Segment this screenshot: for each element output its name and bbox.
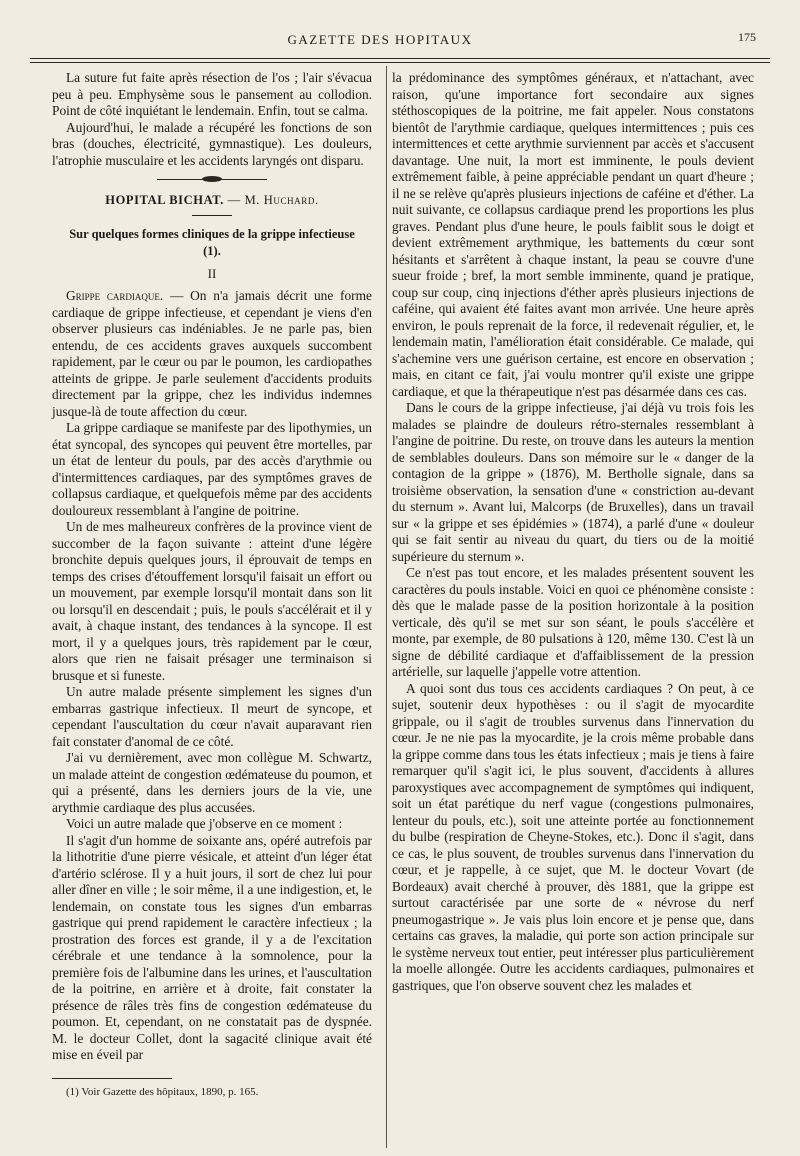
running-head [0,30,800,50]
page-number: 175 [738,30,756,44]
body-paragraph: La grippe cardiaque se manifeste par des lipothymies, un état syncopal, des syncopes qui peuvent être mortelles, par un état de lenteur du pouls, par des accès d'arythmie ou d'intermittences cardiaques, par des symptômes graves de collapsus cardiaque, et quelquefois même par des accidents douloureux ressemblant à l'angine de poitrine. [52,420,372,518]
body-paragraph: Ce n'est pas tout encore, et les malades présentent souvent les caractères du pouls instable. Voici en quoi ce phénomène consiste : dès que le malade passe de la position horizontale à la position verticale, dès qu'il se met sur son séant, le pouls s'accélère et monte, par exemple, de 80 pulsations à 120, même 130. C'est là un signe de débilité cardiaque et d'affaiblissement de la pression artérielle, sur laquelle j'appelle votre attention. [392,565,754,679]
footnote-rule [52,1078,172,1079]
lead-term: Grippe cardiaque. [66,288,164,303]
body-paragraph: A quoi sont dus tous ces accidents cardiaques ? On peut, à ce sujet, soutenir deux hypothèses : ou il s'agit de myocardite grippale, ou il s'agit de troubles survenus dans l'innervation du cœur. Je ne nie pas la myocardite, je la crois même probable dans la grippe comme dans tous les états infectieux ; mais je tiens à faire remarquer qu'il s'agit ici, le plus souvent, d'accidents à allures paroxystiques avec accompagnement de symptômes qui indiquent, soit un état parétique du nerf vague (congestions pulmonaires, lenteur du pouls, etc.), soit une atteinte portée au fonctionnement du bulbe (respiration de Cheyne-Stokes, etc.). Donc il s'agit, dans ce cas, le plus souvent, de troubles survenus dans l'innervation du cœur, et je rappelle, à ce sujet, que M. le docteur Vovart (de Bordeaux) avait cherché à prouver, dès 1881, que la grippe est surtout caractérisée par une sorte de « névrose du nerf pneumogastrique ». Je vais plus loin encore et je pense que, dans certains cas graves, la maladie, qui porte son action principale sur le système nerveux tout entier, peut intéresser plus particulièrement la moelle allongée. Outre les accidents cardiaques, pulmonaires et gastriques, que l'on observe souvent chez les malades et [392,680,754,993]
body-paragraph: Voici un autre malade que j'observe en ce moment : [66,816,343,831]
journal-title: GAZETTE DES HOPITAUX [287,32,473,47]
intro-paragraph: La suture fut faite après résection de l'os ; l'air s'évacua peu à peu. Emphysème sous le pansement au collodion. Point de côté inquiétant le lendemain. Enfin, tout se calma. [52,70,372,118]
hospital-heading [52,192,372,209]
header-rule-bottom [30,62,770,63]
section-divider [157,175,267,184]
footnote: (1) Voir Gazette des hôpitaux, 1890, p. 165. [66,1085,259,1098]
lead-paragraph-text: — On n'a jamais décrit une forme cardiaque de grippe infectieuse, et cependant je viens d'en observer plusieurs cas indéniables. Je ne parle pas, bien entendu, de ces accidents graves auxquels succombent rapidement, par le cœur ou par le poumon, les cardiopathes atteints de grippe. Je parle seulement d'accidents produits directement par la grippe, chez les individus indemnes jusque-là de toute affection du cœur. [52,288,372,419]
body-paragraph: Dans le cours de la grippe infectieuse, j'ai déjà vu trois fois les malades se plaindre de douleurs rétro-sternales ressemblant à l'angine de poitrine. Du reste, on trouve dans les auteurs la mention de semblables douleurs. Dans son mémoire sur le « danger de la contagion de la grippe » (1876), M. Bertholle signale, dans sa troisième observation, la sensation d'une « constriction au-devant du sternum ». Avant lui, Malcorps (de Bruxelles), dans un travail sur « la grippe et ses épidémies » (1874), a parlé d'une « douleur qui se fait sentir au niveau du quart, du tiers ou de la moitié supérieure du sternum ». [392,400,754,564]
body-paragraph: Un autre malade présente simplement les signes d'un embarras gastrique infectieux. Il meurt de syncope, et cependant l'auscultation du cœur n'avait auparavant rien fait constater d'anomal de ce côté. [52,684,372,749]
header-rule-top [30,58,770,59]
right-column [392,70,754,994]
body-paragraph: Un de mes malheureux confrères de la province vient de succomber de la façon suivante : atteint d'une légère bronchite depuis quelques jours, il éprouvait de temps en temps des crises d'étouffement lorsqu'il faisait un effort ou un mouvement, par exemple lorsqu'il montait dans son lit ou lorsqu'il en descendait ; puis, le pouls s'accélérait et il y avait, à chaque instant, des tendances à la syncope. Il est mort, il y a quelques jours, très rapidement par le cœur, alors que rien ne faisait présager une terminaison si brusque et si funeste. [52,519,372,683]
body-paragraph: Il s'agit d'un homme de soixante ans, opéré autrefois par la lithotritie d'une pierre vésicale, et atteint d'un léger état d'artério sclérose. Il y a huit jours, il sort de chez lui pour aller dîner en ville ; le soir même, il a une indigestion, et, le lendemain, on constate tous les signes d'un embarras gastrique qui prend rapidement le caractère infectieux ; la prostration des forces est grande, il y a de l'excitation cérébrale et une tendance à la somnolence, pour la première fois de l'albumine dans les urines, et l'auscultation de la poitrine, en arrière et à droite, fait constater la présence de râles très fins de congestion œdémateuse du poumon. Et, cependant, on ne constatait pas de dyspnée. M. le docteur Collet, dont la sagacité clinique avait été mise en éveil par [52,832,372,1062]
short-rule [192,215,232,216]
body-paragraph: la prédominance des symptômes généraux, et n'attachant, avec raison, qu'une importance fort secondaire aux signes stéthoscopiques de la poitrine, me fait appeler. Nous constatons bientôt de l'arythmie cardiaque, quelques intermittences ; puis ces intermittences et cette arythmie surviennent par accès et s'accusent davantage. Une nuit, la mort est imminente, le pouls devient extrêmement faible, à peine appréciable pendant un quart d'heure ; il ne se relève qu'après plusieurs injections de caféine et d'éther. La nuit suivante, ce collapsus cardiaque prend les proportions les plus graves. Pendant plus d'une heure, le pouls faiblit sous le doigt et devient extrêmement arythmique, les battements du cœur sont hésitants et s'arrêtent à chaque instant, la peau se couvre d'une sueur froide ; bref, la mort semble imminente, quand je pratique, coup sur coup, cinq injections d'éther après plusieurs injections de caféine, qui avaient été faites avant mon arrivée. Une heure après environ, le pouls reprenait de la force, il redevenait régulier, et, le lendemain matin, l'amélioration était considérable. Ce malade, qui s'achemine vers une guérison certaine, est encore en observation ; mais, en citant ce fait, j'ai voulu montrer qu'il existe une grippe cardiaque, et que la thérapeutique n'est pas désarmée dans ces cas. [392,70,754,399]
column-rule [386,66,387,1148]
article-title: Sur quelques formes cliniques de la grippe infectieuse (1). [69,226,355,258]
intro-paragraph: Aujourd'hui, le malade a récupéré les fonctions de son bras (douches, électricité, gymnastique). Les douleurs, l'atrophie musculaire et les accidents laryngés ont disparu. [52,119,372,168]
body-paragraph [52,288,372,420]
section-numeral: II [207,265,217,281]
author-name: M. Huchard. [244,193,319,207]
left-column [52,70,372,1099]
hospital-name: HOPITAL BICHAT. [105,193,225,207]
body-paragraph: J'ai vu dernièrement, avec mon collègue M. Schwartz, un malade atteint de congestion œdémateuse du poumon, et qui a présenté, dans les derniers jours de la vie, une arythmie cardiaque des plus accusées. [52,750,372,815]
heading-dash: — [227,193,241,207]
